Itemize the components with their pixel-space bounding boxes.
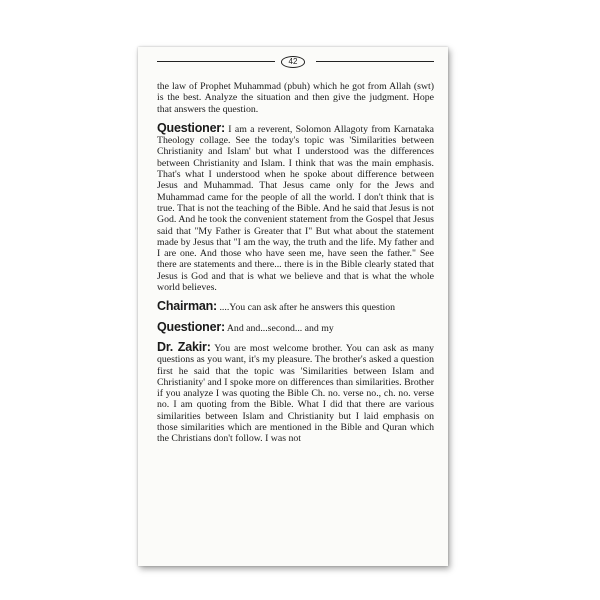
book-page bbox=[138, 47, 448, 566]
page-number-oval: 42 bbox=[281, 56, 306, 68]
paragraph-text: And and...second... and my bbox=[224, 322, 334, 334]
paragraph-chairman bbox=[157, 301, 434, 313]
speaker-label: Chairman: bbox=[157, 299, 218, 314]
paragraph-questioner-1 bbox=[157, 120, 434, 294]
paragraph-intro: the law of Prophet Muhammad (pbuh) which he got from Allah (swt) is the best. Analyze the situation and then give the judgment. Hope that answers the question. bbox=[157, 81, 434, 115]
paragraph-questioner-2 bbox=[157, 319, 434, 334]
speaker-label: Questioner: bbox=[157, 319, 225, 334]
paragraph-dr-zakir bbox=[157, 339, 435, 445]
speaker-label: Questioner: bbox=[157, 120, 225, 135]
paragraph-text: You are most welcome brother. You can ask as many questions as you want, it's my pleasure. The brother's asked a question first he said that the topic was 'Similarities between Islam and Christianity' and I spoke more on differences than similarities. Brother if you analyze I was quoting the Bible Ch. no. verse no., ch. no. verse no. I am quoting from the Bible. What I did that there are various similarities between Islam and Christianity but I laid emphasis on those similarities which are mentioned in the Bible and Quran which the Christians don't follow. I was not bbox=[157, 342, 435, 445]
paragraph-text: I am a reverent, Solomon Allagoty from Karnataka Theology collage. See the today's topic was 'Similarities between Christianity and Islam' but what I understood was the differences between Christianity and Islam. I think that was the main emphasis. That's what I understood when he spoke about difference between Jesus and Muhammad. That Jesus came only for the Jews and Muhammad came for the people of all the world. I don't think that is true. That is not the teaching of the Bible. And he said that Jesus is not God. And he took the convenient statement from the Gospel that Jesus said that "My Father is Greater that I" But what about the statement made by Jesus that "I am the way, the truth and the life. My father and I are one. And those who have seen me, have seen the father." See there are statements and there... there is in the Bible clearly stated that Jesus is God and that is what we believe and that is what the whole world believes. bbox=[157, 123, 434, 294]
paragraph-text: ....You can ask after he answers this question bbox=[217, 302, 396, 314]
header-rule-right bbox=[316, 61, 434, 62]
speaker-label: Dr. Zakir: bbox=[157, 339, 211, 354]
